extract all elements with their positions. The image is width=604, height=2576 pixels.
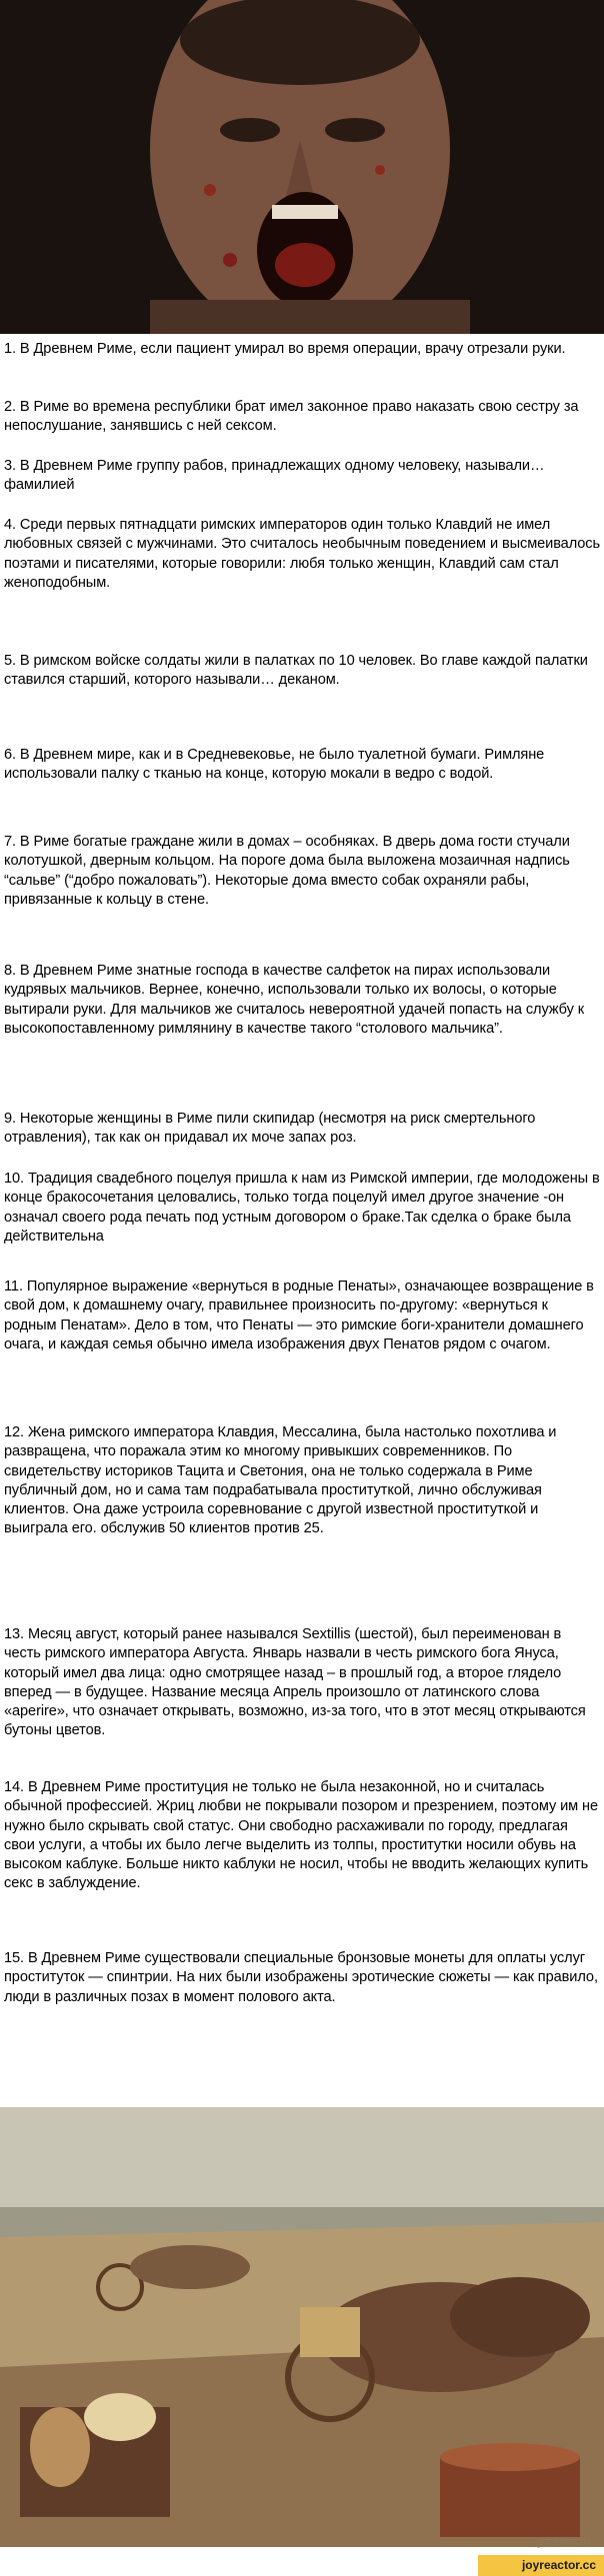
fact-item-7: 7. В Риме богатые граждане жили в домах – особняках. В дверь дома гости стучали колотушкой, дверным кольцом. На пороге дома была выложена мозаичная надпись “сальве” (“добро пожаловать”). Некоторые дома вместо собак охраняли рабы, привязанные к кольцу в стене. — [4, 834, 570, 908]
painting-watermark: gifchaos.ru — [536, 2536, 590, 2548]
fact-item-1: 1. В Древнем Риме, если пациент умирал во время операции, врачу отрезали руки. — [4, 341, 566, 357]
fact-item-13: 13. Месяц август, который ранее назывался Sextillis (шестой), был переименован в честь римского императора Августа. Январь назвали в честь римского бога Януса, который имел два лица: одно смотрящее назад – в прошлый год, а второе глядело вперед — в будущее. Название месяца Апрель произошло от латинского слова «aperire», что означает открывать, возможно, из-за того, что в этот месяц открываются бутоны цветов. — [4, 1626, 586, 1739]
chariot-race-painting — [0, 2107, 604, 2547]
footer — [0, 2555, 604, 2576]
hero-image-roaring-warrior — [0, 0, 604, 334]
fact-item-6: 6. В Древнем мире, как и в Средневековье, не было туалетной бумаги. Римляне использовали палку с тканью на конце, которую мокали в ведро с водой. — [4, 747, 545, 783]
hero-illustration — [0, 0, 604, 334]
fact-item-12: 12. Жена римского императора Клавдия, Мессалина, была настолько похотлива и развращена, что поражала этим ко многому привыкших современников. По свидетельству историков Тацита и Светония, она не только содержала в Риме публичный дом, но и сама там подрабатывала проституткой, лично обслуживая клиентов. Она даже устроила соревнование с другой известной проституткой и выиграла его. обслужив 50 клиентов против 25. — [4, 1424, 557, 1537]
site-link[interactable]: joyreactor.cc — [521, 2558, 596, 2572]
fact-item-3: 3. В Древнем Риме группу рабов, принадлежащих одному человеку, называли… фамилией — [4, 458, 545, 494]
fact-item-9: 9. Некоторые женщины в Риме пили скипидар (несмотря на риск смертельного отравления), так как он придавал их моче запах роз. — [4, 1111, 536, 1147]
fact-item-8: 8. В Древнем Риме знатные господа в качестве салфеток на пирах использовали кудрявых мальчиков. Вернее, конечно, использовали только их волосы, о которые вытирали руки. Для мальчиков же считалось невероятной удачей попасть на службу к высокопоставленному римлянину в качестве такого “столового мальчика”. — [4, 963, 585, 1037]
fact-item-14: 14. В Древнем Риме проституция не только не была незаконной, но и считалась обычной профессией. Жриц любви не покрывали позором и презрением, поэтому им не нужно было скрывать свой статус. Они свободно расхаживали по городу, предлагая свои услуги, а чтобы их было легче выделить из толпы, проститутки носили обувь на высоком каблуке. Больше никто каблуки не носил, чтобы не вводить желающих купить секс в заблуждение. — [4, 1779, 599, 1892]
fact-item-5: 5. В римском войске солдаты жили в палатках по 10 человек. Во главе каждой палатки ставился старший, которого называли… деканом. — [4, 653, 588, 689]
fact-item-2: 2. В Риме во времена республики брат имел законное право наказать свою сестру за непослушание, занявшись с ней сексом. — [4, 399, 579, 435]
fact-item-15: 15. В Древнем Риме существовали специальные бронзовые монеты для оплаты услуг проституток — спинтрии. На них были изображены эротические сюжеты — как правило, люди в различных позах в момент полового акта. — [4, 1950, 598, 2005]
chariot-race-illustration — [0, 2107, 604, 2547]
fact-item-11: 11. Популярное выражение «вернуться в родные Пенаты», означающее возвращение в свой дом, к домашнему очагу, правильнее произносить по-другому: «вернуться к родным Пенатам». Дело в том, что Пенаты — это римские боги-хранители домашнего очага, и каждая семья обычно имела изображения двух Пенатов рядом с очагом. — [4, 1279, 594, 1352]
fact-item-10: 10. Традиция свадебного поцелуя пришла к нам из Римской империи, где молодожены в конце бракосочетания целовались, только тогда поцелуй имел другое значение -он означал своего рода печать под устным договором о браке.Так сделка о браке была действительна — [4, 1171, 600, 1245]
fact-item-4: 4. Среди первых пятнадцати римских императоров один только Клавдий не имел любовных связей с мужчинами. Это считалось необычным поведением и высмеивалось поэтами и писателями, которые говорили: любя только женщин, Клавдий сам стал женоподобным. — [4, 517, 600, 591]
